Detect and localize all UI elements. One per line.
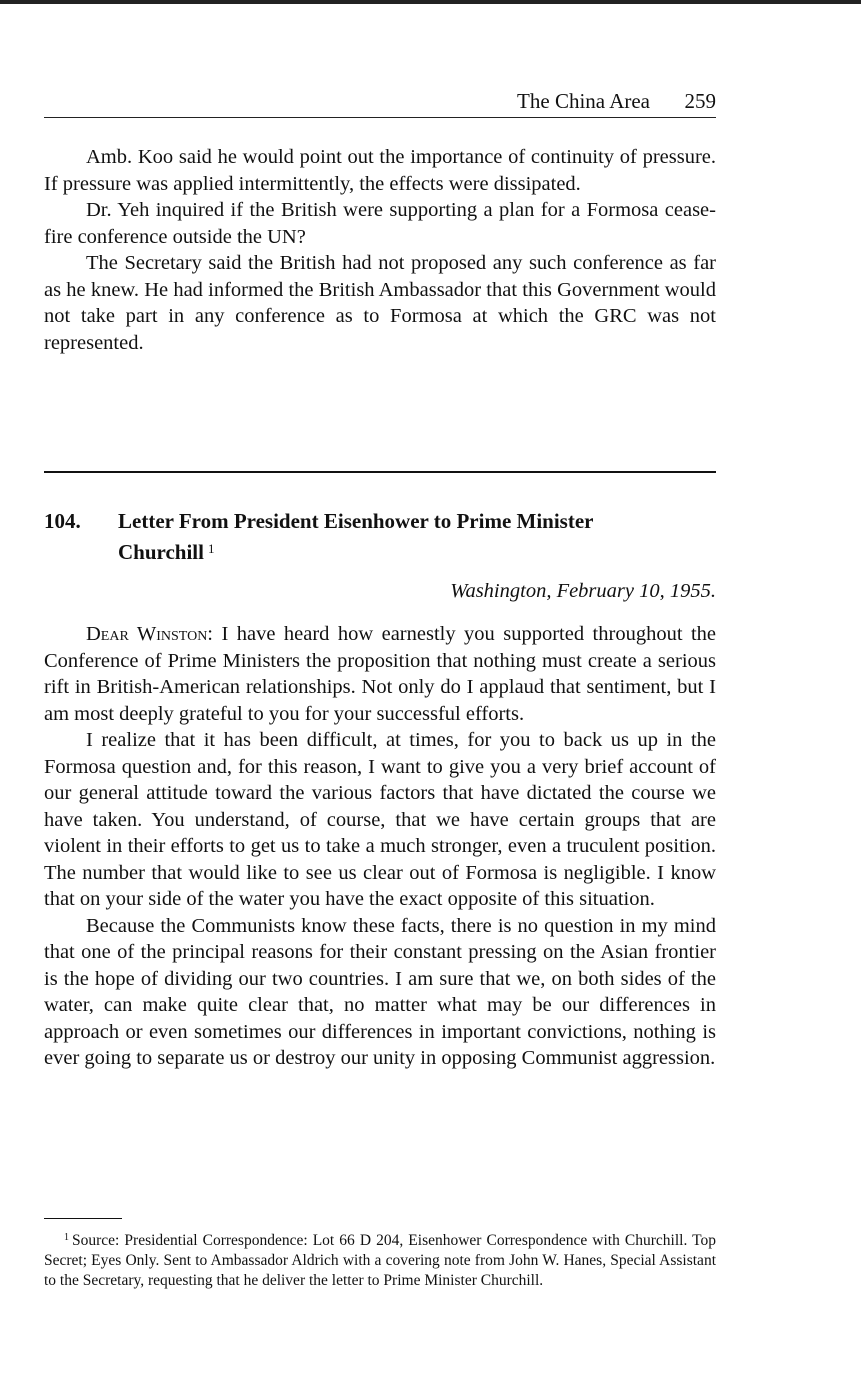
salutation: Dear Winston: xyxy=(86,623,214,645)
running-head-title: The China Area xyxy=(517,89,650,113)
footnote xyxy=(44,1228,716,1291)
letter-paragraph xyxy=(44,621,716,727)
paragraph: Amb. Koo said he would point out the importance of continuity of pressure. If pressure was applied intermittently, the effects were dissipated. xyxy=(44,146,716,195)
document-number: 104. xyxy=(44,509,81,533)
letter-paragraph: Because the Communists know these facts, there is no question in my mind that one of the principal reasons for their constant pressing on the Asian frontier is the hope of dividing our two countries. I am sure that we, on both sides of the water, can make quite clear that, no matter what may be our differences in approach or even sometimes our differences in important convictions, nothing is ever going to separate us or destroy our unity in opposing Communist aggression. xyxy=(44,914,716,1069)
footnote-marker: 1 xyxy=(64,1232,69,1243)
section-divider xyxy=(44,471,716,473)
page-top-edge xyxy=(0,0,861,4)
running-head xyxy=(44,89,716,118)
letter-opening-text: I have heard how earnestly you supported throughout the Conference of Prime Ministers the proposition that nothing must create a serious rift in British-American relationships. Not only do I applaud that sentiment, but I am most deeply grateful to you for your successful efforts. xyxy=(44,623,717,725)
page-number: 259 xyxy=(684,89,716,113)
footnote-content xyxy=(44,1228,716,1291)
footnote-text: Source: Presidential Correspondence: Lot 66 D 204, Eisenhower Correspondence with Churchill. Top Secret; Eyes Only. Sent to Ambassador Aldrich with a covering note from John W. Hanes, Special Assistant to the Secretary, requesting that he deliver the letter to Prime Minister Churchill. xyxy=(44,1232,716,1289)
footnote-reference[interactable]: 1 xyxy=(207,541,215,556)
paragraph: The Secretary said the British had not proposed any such conference as far as he knew. He had informed the British Ambassador that this Government would not take part in any conference as to Formosa at which the GRC was not represented. xyxy=(44,252,716,354)
letter-body xyxy=(44,621,716,1072)
document-title-wrap xyxy=(118,508,678,566)
document-title: Letter From President Eisenhower to Prime Minister Churchill xyxy=(118,509,594,564)
dateline: Washington, February 10, 1955. xyxy=(450,580,716,602)
paragraph: Dr. Yeh inquired if the British were supporting a plan for a Formosa cease-fire conference outside the UN? xyxy=(44,199,716,248)
preceding-text xyxy=(44,144,716,356)
footnote-divider xyxy=(44,1218,122,1219)
letter-paragraph: I realize that it has been difficult, at times, for you to back us up in the Formosa question and, for this reason, I want to give you a very brief account of our general attitude toward the various factors that have dictated the course we have taken. You understand, of course, that we have certain groups that are violent in their efforts to get us to take a much stronger, even a truculent position. The number that would like to see us clear out of Formosa is negligible. I know that on your side of the water you have the exact opposite of this situation. xyxy=(44,729,716,910)
